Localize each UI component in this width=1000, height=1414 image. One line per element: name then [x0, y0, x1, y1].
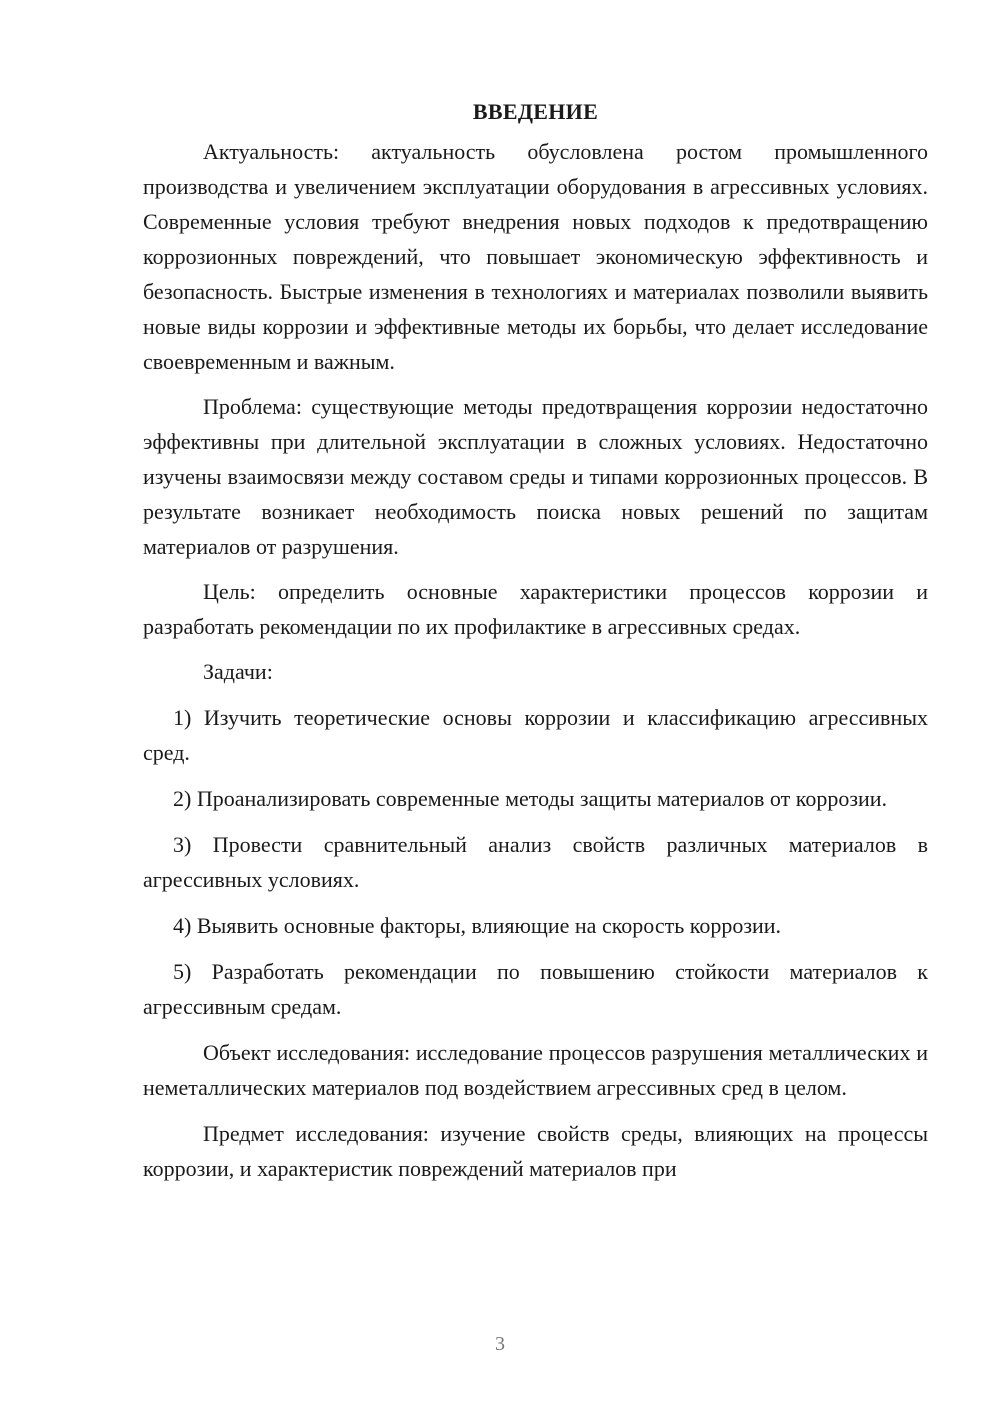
- paragraph-tasks-heading: Задачи:: [203, 659, 273, 684]
- paragraph-goal: Цель: определить основные характеристики процессов коррозии и разработать рекомендации по их профилактике в агрессивных средах.: [143, 579, 928, 639]
- document-page: [143, 94, 928, 1186]
- paragraph-object: Объект исследования: исследование процессов разрушения металлических и неметаллических материалов под воздействием агрессивных сред в целом.: [143, 1040, 928, 1100]
- paragraph-subject: Предмет исследования: изучение свойств среды, влияющих на процессы коррозии, и характеристик повреждений материалов при: [143, 1121, 928, 1181]
- task-item: 4) Выявить основные факторы, влияющие на скорость коррозии.: [173, 913, 782, 938]
- page-title: ВВЕДЕНИЕ: [472, 99, 599, 124]
- task-item: 5) Разработать рекомендации по повышению стойкости материалов к агрессивным средам.: [143, 959, 928, 1019]
- task-item: 3) Провести сравнительный анализ свойств различных материалов в агрессивных условиях.: [143, 832, 928, 892]
- paragraph-problem: Проблема: существующие методы предотвращения коррозии недостаточно эффективны при длительной эксплуатации в сложных условиях. Недостаточно изучены взаимосвязи между составом среды и типами коррозионных процессов. В результате возникает необходимость поиска новых решений по защитам материалов от разрушения.: [143, 394, 928, 559]
- task-item: 1) Изучить теоретические основы коррозии и классификацию агрессивных сред.: [143, 705, 928, 765]
- task-item: 2) Проанализировать современные методы защиты материалов от коррозии.: [173, 786, 888, 811]
- paragraph-relevance: Актуальность: актуальность обусловлена ростом промышленного производства и увеличением эксплуатации оборудования в агрессивных условиях. Современные условия требуют внедрения новых подходов к предотвращению коррозионных повреждений, что повышает экономическую эффективность и безопасность. Быстрые изменения в технологиях и материалах позволили выявить новые виды коррозии и эффективные методы их борьбы, что делает исследование своевременным и важным.: [143, 139, 928, 374]
- page-number: 3: [495, 1333, 505, 1355]
